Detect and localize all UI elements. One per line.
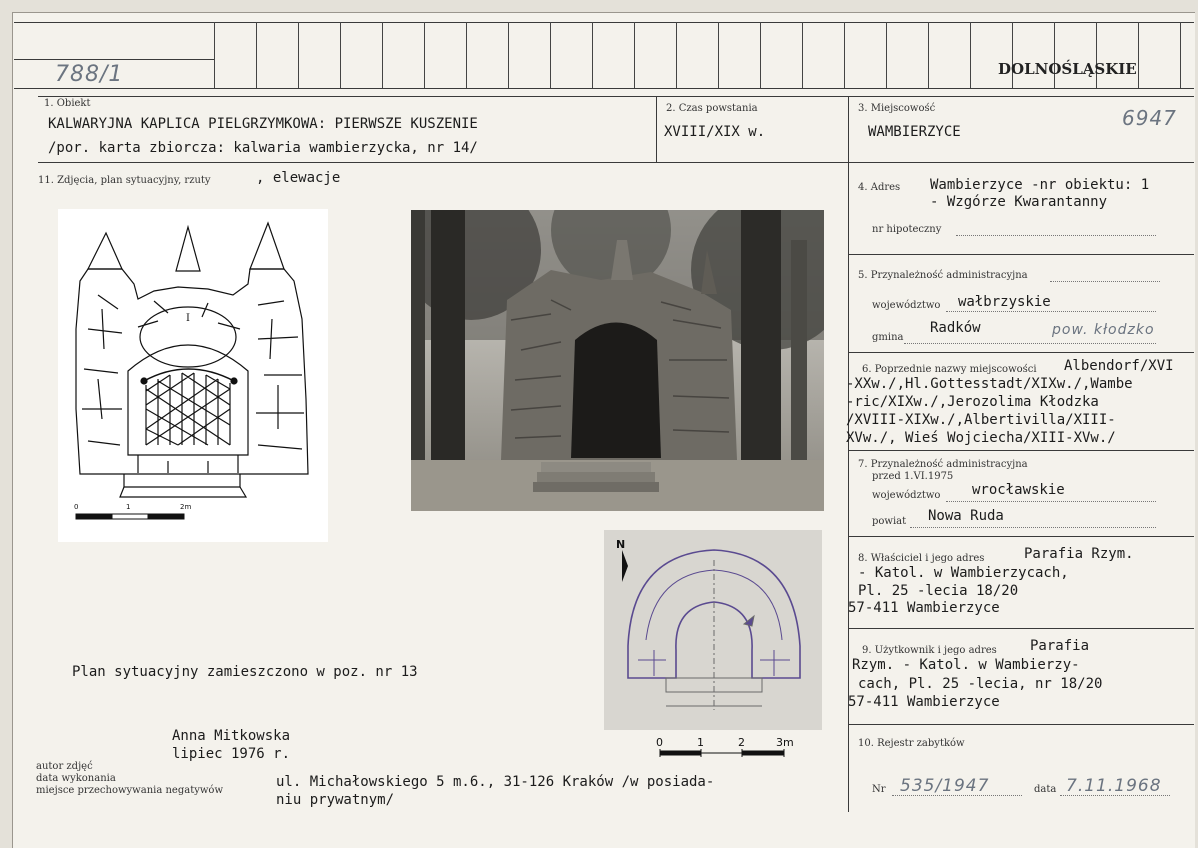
header-tick: [718, 22, 719, 88]
field-2-label: 2. Czas powstania: [666, 103, 758, 114]
field-11-label-typed: , elewacje: [256, 170, 341, 186]
card-number: 6947: [1122, 106, 1177, 130]
field-10-label: 10. Rejestr zabytków: [858, 738, 965, 749]
header-tick: [1012, 22, 1013, 88]
header-tick: [970, 22, 971, 88]
field-6-line2: -XXw./,Hl.Gottesstadt/XIXw./,Wambe: [846, 376, 1133, 392]
elevation-scale-0: 0: [74, 503, 79, 511]
field-6-line1: Albendorf/XVI: [1064, 358, 1174, 374]
field-9-label: 9. Użytkownik i jego adres: [862, 645, 997, 656]
header-tick: [1138, 22, 1139, 88]
field-5-label-line: [1050, 281, 1160, 282]
inventory-number: 788/1: [55, 62, 124, 87]
field-10-nr-label: Nr: [872, 784, 886, 795]
field-7-voivodeship-label: województwo: [872, 490, 941, 501]
field-3-value: WAMBIERZYCE: [868, 124, 961, 140]
row1-top-rule: [38, 96, 1194, 97]
field-6-bottom-rule: [848, 450, 1194, 451]
field-7-label: 7. Przynależność administracyjna: [858, 459, 1028, 470]
footer-label-date: data wykonania: [36, 773, 116, 784]
header-tick: [928, 22, 929, 88]
field-4-mortgage-label: nr hipoteczny: [872, 224, 942, 235]
header-tick: [340, 22, 341, 88]
header-tick: [214, 22, 215, 88]
right-column-rule: [848, 162, 849, 812]
field-6-line5: XVw./, Wieś Wojciecha/XIII-XVw./: [846, 430, 1116, 446]
field-7-label2: przed 1.VI.1975: [872, 471, 954, 482]
north-arrow-label: N: [616, 538, 626, 551]
field-5-commune-line: [904, 343, 1156, 344]
negatives-location-line2: niu prywatnym/: [276, 792, 395, 808]
header-tick: [256, 22, 257, 88]
negatives-location-line1: ul. Michałowskiego 5 m.6., 31-126 Kraków /w posiada-: [276, 774, 715, 790]
field-5-commune: Radków: [930, 320, 981, 336]
elevation-drawing: [58, 209, 328, 542]
elevation-scale-2: 2m: [180, 503, 192, 511]
field-9-line2: Rzym. - Katol. w Wambierzy-: [852, 657, 1080, 673]
field-5-bottom-rule: [848, 352, 1194, 353]
field-5-voivodeship-line: [946, 311, 1156, 312]
header-tick: [760, 22, 761, 88]
elevation-scale-1: 1: [126, 503, 131, 511]
field-5-voivodeship: wałbrzyskie: [958, 294, 1051, 310]
header-tick: [844, 22, 845, 88]
header-tick: [886, 22, 887, 88]
field-5-voivodeship-label: województwo: [872, 300, 941, 311]
field-4-line2: - Wzgórze Kwarantanny: [930, 194, 1108, 210]
header-tick: [382, 22, 383, 88]
field-5-commune-note: pow. kłodzko: [1052, 322, 1155, 338]
field-5-commune-label: gmina: [872, 332, 904, 343]
field-6-line4: /XVIII-XIXw./,Albertivilla/XIII-: [846, 412, 1116, 428]
field-2-value: XVIII/XIX w.: [664, 124, 766, 140]
field-11-label: 11. Zdjęcia, plan sytuacyjny, rzuty: [38, 175, 211, 186]
header-tick: [1180, 22, 1181, 88]
plan-scale: [654, 735, 804, 765]
row1-divider-a: [656, 96, 657, 162]
header-bottom-rule: [14, 88, 1194, 89]
row1-divider-b: [848, 96, 849, 162]
field-5-label: 5. Przynależność administracyjna: [858, 270, 1028, 281]
field-7-county-label: powiat: [872, 516, 907, 527]
floor-plan: [604, 530, 822, 730]
field-8-line2: - Katol. w Wambierzycach,: [858, 565, 1069, 581]
field-10-date-value: 7.11.1968: [1066, 776, 1162, 796]
field-9-line1: Parafia: [1030, 638, 1090, 654]
field-6-line3: -ric/XIXw./,Jerozolima Kłodzka: [846, 394, 1099, 410]
header-tick: [508, 22, 509, 88]
header-tick: [466, 22, 467, 88]
field-3-label: 3. Miejscowość: [858, 103, 936, 114]
field-9-bottom-rule: [848, 724, 1194, 725]
header-tick: [298, 22, 299, 88]
field-7-county-line: [910, 527, 1156, 528]
field-10-date-label: data: [1034, 784, 1057, 795]
field-8-line3: Pl. 25 -lecia 18/20: [858, 583, 1019, 599]
author-date: lipiec 1976 r.: [172, 746, 291, 762]
plan-scale-0: 0: [656, 736, 663, 749]
field-9-line3: cach, Pl. 25 -lecia, nr 18/20: [858, 676, 1103, 692]
header-tick: [802, 22, 803, 88]
elevation-mark: I: [186, 313, 190, 324]
footer-label-storage: miejsce przechowywania negatywów: [36, 785, 223, 796]
field-1-line2: /por. karta zbiorcza: kalwaria wambierzycka, nr 14/: [48, 140, 478, 156]
field-8-label: 8. Właściciel i jego adres: [858, 553, 985, 564]
plan-note: Plan sytuacyjny zamieszczono w poz. nr 13: [72, 664, 418, 680]
plan-scale-3: 3m: [776, 736, 794, 749]
author-name: Anna Mitkowska: [172, 728, 291, 744]
field-8-line1: Parafia Rzym.: [1024, 546, 1134, 562]
header-top-rule: [14, 22, 1194, 23]
field-1-line1: KALWARYJNA KAPLICA PIELGRZYMKOWA: PIERWSZE KUSZENIE: [48, 116, 478, 132]
header-mid-rule: [14, 59, 214, 60]
row1-bottom-rule: [38, 162, 1194, 163]
field-6-label: 6. Poprzednie nazwy miejscowości: [862, 364, 1037, 375]
field-7-voivodeship-line: [946, 501, 1156, 502]
header-tick: [1054, 22, 1055, 88]
header-tick: [592, 22, 593, 88]
plan-scale-1: 1: [697, 736, 704, 749]
field-7-bottom-rule: [848, 536, 1194, 537]
field-7-voivodeship: wrocławskie: [972, 482, 1065, 498]
field-4-label: 4. Adres: [858, 182, 901, 193]
header-tick: [634, 22, 635, 88]
header-tick: [424, 22, 425, 88]
field-10-nr-value: 535/1947: [900, 776, 990, 796]
header-tick: [550, 22, 551, 88]
field-4-line1: Wambierzyce -nr obiektu: 1: [930, 177, 1150, 193]
plan-scale-2: 2: [738, 736, 745, 749]
header-tick: [1096, 22, 1097, 88]
field-7-county: Nowa Ruda: [928, 508, 1004, 524]
region-name: DOLNOŚLĄSKIE: [998, 60, 1137, 78]
field-4-bottom-rule: [848, 254, 1194, 255]
footer-label-author: autor zdjęć: [36, 761, 93, 772]
field-8-line4: 57-411 Wambierzyce: [848, 600, 1000, 616]
header-tick: [676, 22, 677, 88]
field-1-label: 1. Obiekt: [44, 98, 91, 109]
chapel-photograph: [411, 210, 824, 511]
field-8-bottom-rule: [848, 628, 1194, 629]
field-4-mortgage-line: [956, 235, 1156, 236]
field-9-line4: 57-411 Wambierzyce: [848, 694, 1000, 710]
